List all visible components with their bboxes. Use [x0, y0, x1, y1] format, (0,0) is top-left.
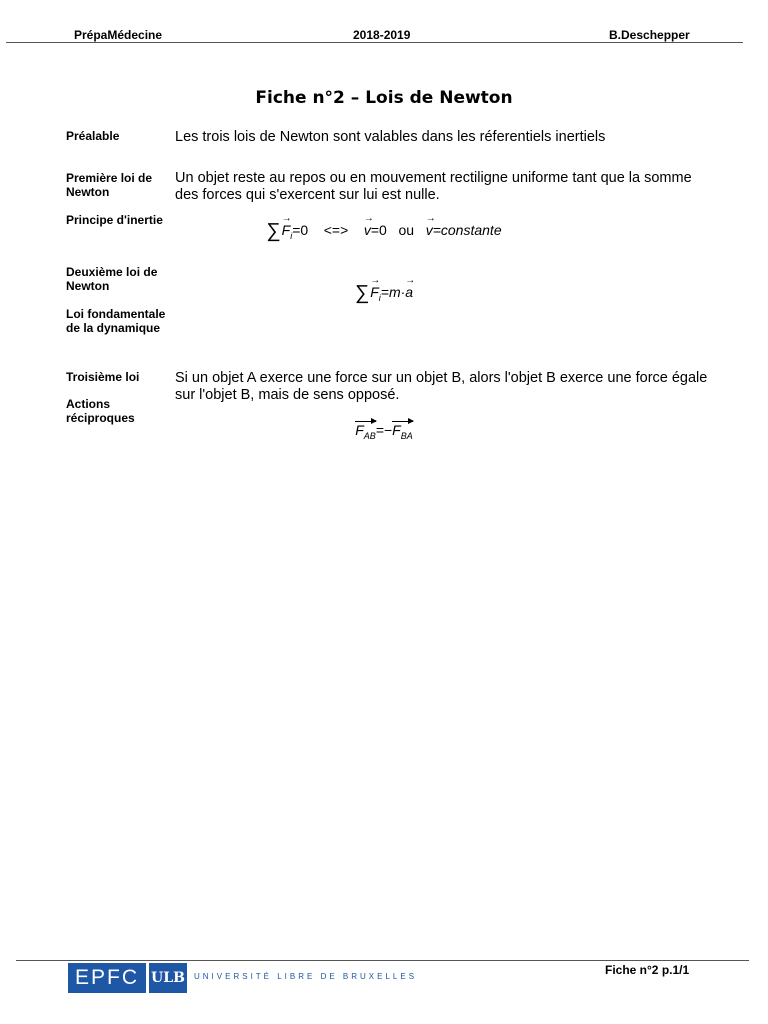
header-author: B.Deschepper [609, 28, 690, 42]
force-ab-vector [355, 421, 376, 441]
dynamics-formula [0, 282, 768, 305]
first-law-alt-label: Principe d'inertie [66, 213, 163, 227]
epfc-logo: EPFC [68, 963, 146, 993]
header-course: PrépaMédecine [74, 28, 163, 42]
first-law-label: Première loi de Newton [66, 171, 153, 199]
header-divider [6, 42, 743, 43]
velocity-equals-zero: =0 [370, 222, 387, 238]
force-subscript-2: i [378, 292, 381, 303]
second-law-alt-label: Loi fondamentale de la dynamique [66, 307, 166, 335]
third-law-text: Si un objet A exerce une force sur un objet B, alors l'objet B exerce une force égale sur l'objet B, mais de sens opposé. [175, 370, 708, 403]
velocity-constant: =constante [432, 222, 502, 238]
reciprocal-formula [0, 421, 768, 441]
force-ab-subscript: AB [363, 430, 376, 441]
force-ab-symbol: F [355, 422, 364, 438]
first-law-text: Un objet reste au repos ou en mouvement rectiligne uniforme tant que la somme des forces qui s'exercent sur lui est nulle. [175, 170, 692, 203]
sum-symbol: ∑ [266, 220, 281, 242]
footer-divider-left [16, 960, 402, 961]
force-vector: → F [282, 222, 291, 238]
velocity-vector: → v [364, 222, 371, 238]
or-word: ou [398, 222, 415, 238]
third-law-label: Troisième loi [66, 370, 140, 384]
force-equals-zero: =0 [292, 222, 309, 238]
prealable-text: Les trois lois de Newton sont valables dans les réferentiels inertiels [175, 129, 606, 145]
university-name: UNIVERSITÉ LIBRE DE BRUXELLES [194, 972, 418, 981]
acceleration-vector: → a [405, 284, 413, 300]
prealable-label: Préalable [66, 129, 120, 143]
page-number: Fiche n°2 p.1/1 [605, 963, 690, 977]
second-law-label: Deuxième loi de Newton [66, 265, 158, 293]
third-law-alt-label: Actions réciproques [66, 397, 135, 425]
footer-divider-right [402, 960, 749, 961]
sum-symbol-2: ∑ [354, 282, 370, 304]
mass-term: =m· [380, 284, 406, 300]
force-ba-symbol: F [392, 422, 401, 438]
ulb-logo: ULB [149, 963, 187, 993]
force-vector-2: → F [370, 284, 379, 300]
force-ba-subscript: BA [400, 430, 413, 441]
force-subscript: i [290, 230, 293, 241]
velocity-vector-2: → v [426, 222, 433, 238]
inertia-formula [0, 220, 768, 243]
header-year: 2018-2019 [353, 28, 411, 42]
equals-minus: =− [375, 422, 393, 438]
page-title: Fiche n°2 – Lois de Newton [255, 88, 513, 108]
force-ba-vector [392, 421, 413, 441]
equivalence: <=> [323, 222, 349, 238]
